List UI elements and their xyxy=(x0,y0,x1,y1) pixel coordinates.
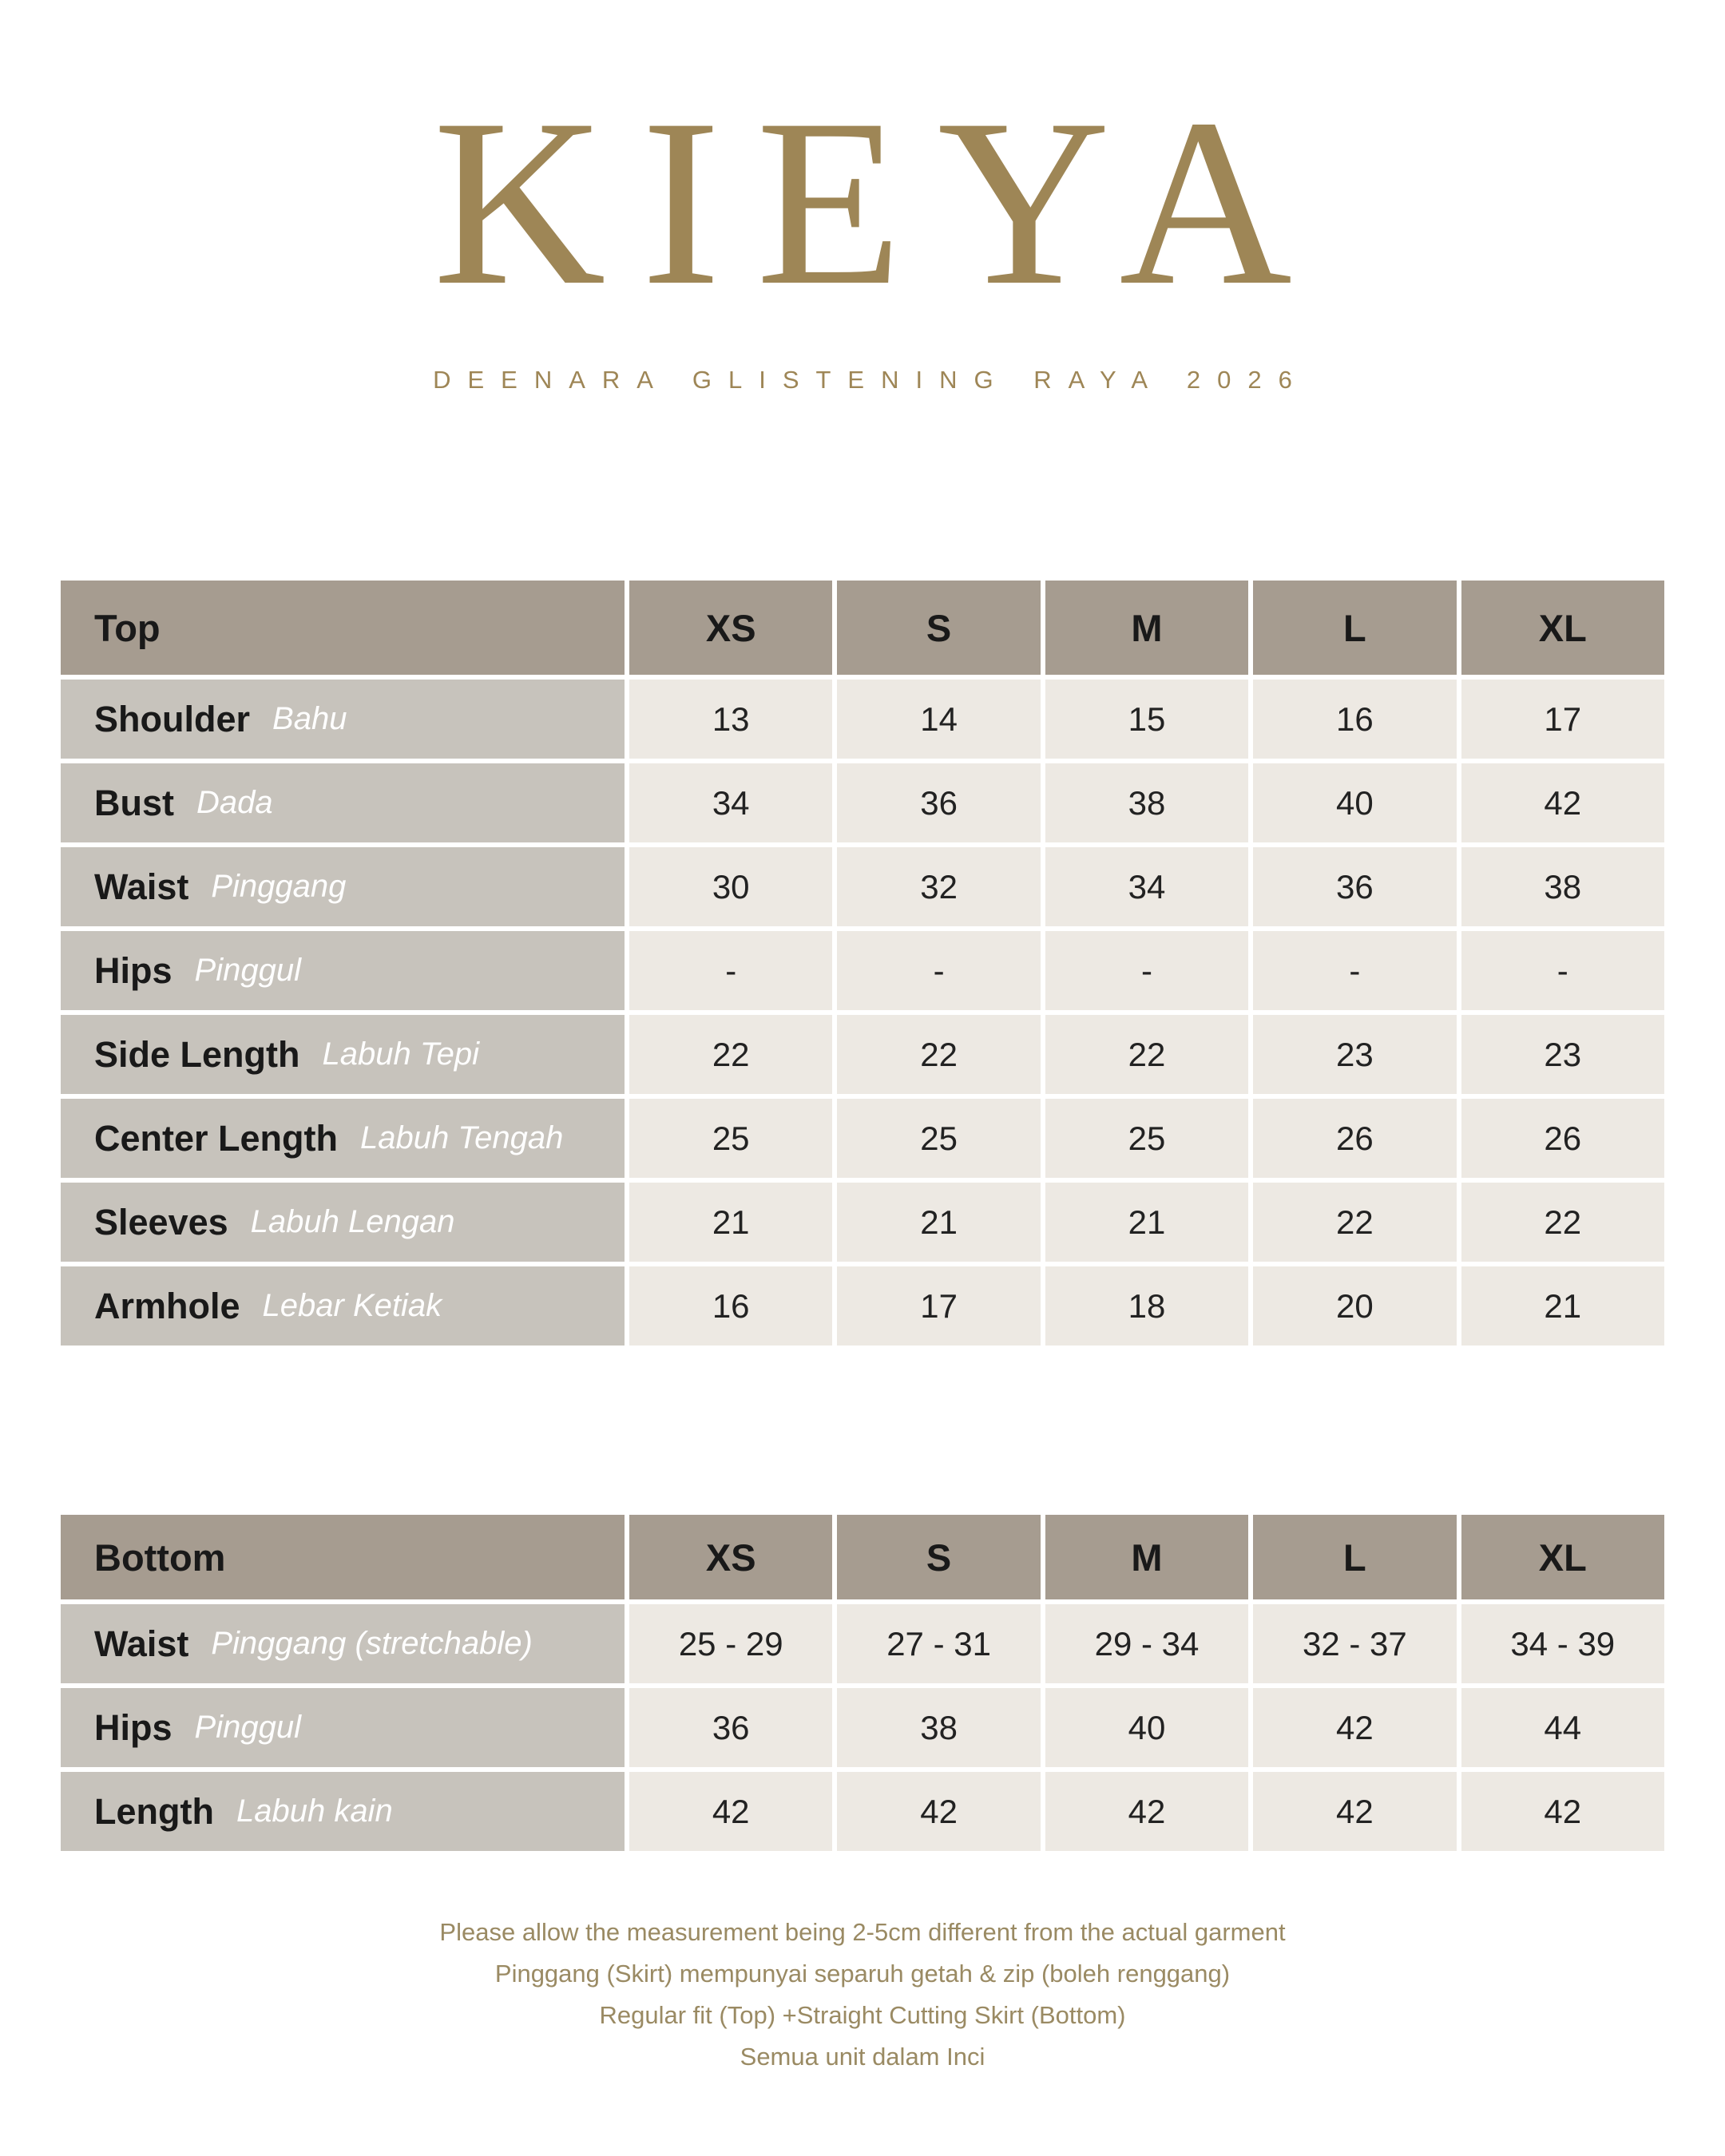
measurement-label-malay: Labuh Tengah xyxy=(360,1120,564,1155)
measurement-label: Side Length xyxy=(94,1033,300,1075)
measurement-value: 23 xyxy=(1253,1015,1456,1094)
measurement-label-cell xyxy=(61,847,625,926)
measurement-value: 32 - 37 xyxy=(1253,1604,1456,1683)
measurement-value: 23 xyxy=(1461,1015,1664,1094)
measurement-value: 15 xyxy=(1045,680,1248,759)
measurement-value: 16 xyxy=(1253,680,1456,759)
measurement-label-malay: Labuh kain xyxy=(236,1793,393,1829)
size-column-header-m: M xyxy=(1045,1515,1248,1599)
measurement-label: Hips xyxy=(94,1706,172,1748)
measurement-value: 42 xyxy=(1045,1772,1248,1851)
measurement-value: 32 xyxy=(837,847,1040,926)
measurement-label-cell xyxy=(61,931,625,1010)
bottom-size-table xyxy=(61,1515,1664,1851)
measurement-value: 21 xyxy=(837,1183,1040,1262)
size-column-header-s: S xyxy=(837,1515,1040,1599)
measurement-value: 25 xyxy=(629,1099,832,1178)
measurement-label-malay: Labuh Tepi xyxy=(322,1036,479,1072)
measurement-value: 42 xyxy=(1253,1688,1456,1767)
size-column-header-xl: XL xyxy=(1461,1515,1664,1599)
measurement-label-cell xyxy=(61,1688,625,1767)
measurement-label: Armhole xyxy=(94,1285,240,1326)
size-column-header-xl: XL xyxy=(1461,581,1664,675)
size-column-header-l: L xyxy=(1253,1515,1456,1599)
measurement-value: 13 xyxy=(629,680,832,759)
measurement-value: 22 xyxy=(837,1015,1040,1094)
measurement-label-cell xyxy=(61,1099,625,1178)
measurement-value: 42 xyxy=(629,1772,832,1851)
table-title-bottom: Bottom xyxy=(61,1515,625,1599)
measurement-label: Sleeves xyxy=(94,1201,228,1242)
measurement-value: - xyxy=(1461,931,1664,1010)
measurement-value: - xyxy=(1253,931,1456,1010)
measurement-label-cell xyxy=(61,1183,625,1262)
measurement-value: 25 - 29 xyxy=(629,1604,832,1683)
measurement-value: 22 xyxy=(629,1015,832,1094)
size-column-header-xs: XS xyxy=(629,581,832,675)
measurement-value: 34 xyxy=(1045,847,1248,926)
measurement-label-cell xyxy=(61,680,625,759)
measurement-value: 36 xyxy=(629,1688,832,1767)
collection-subtitle: DEENARA GLISTENING RAYA 2026 xyxy=(433,366,1309,394)
measurement-label: Bust xyxy=(94,782,174,823)
measurement-label-malay: Pinggang (stretchable) xyxy=(211,1626,533,1661)
measurement-label: Length xyxy=(94,1790,214,1832)
note-units: Semua unit dalam Inci xyxy=(740,2043,985,2071)
top-size-table xyxy=(61,581,1664,1346)
measurement-label-cell xyxy=(61,1015,625,1094)
measurement-value: 14 xyxy=(837,680,1040,759)
measurement-value: 36 xyxy=(1253,847,1456,926)
measurement-value: 25 xyxy=(1045,1099,1248,1178)
measurement-value: 22 xyxy=(1253,1183,1456,1262)
measurement-value: 40 xyxy=(1045,1688,1248,1767)
measurement-label-cell xyxy=(61,763,625,842)
table-title-top: Top xyxy=(61,581,625,675)
measurement-value: 27 - 31 xyxy=(837,1604,1040,1683)
measurement-label-malay: Pinggul xyxy=(194,953,301,988)
measurement-label-cell xyxy=(61,1604,625,1683)
measurement-label-malay: Labuh Lengan xyxy=(250,1204,455,1239)
note-skirt-waistband: Pinggang (Skirt) mempunyai separuh getah & zip (boleh renggang) xyxy=(494,1960,1231,1988)
measurement-notes xyxy=(0,1912,1725,2078)
measurement-label-cell xyxy=(61,1266,625,1346)
measurement-value: 26 xyxy=(1253,1099,1456,1178)
brand-header xyxy=(0,0,1725,394)
measurement-label-cell xyxy=(61,1772,625,1851)
size-column-header-m: M xyxy=(1045,581,1248,675)
measurement-value: 42 xyxy=(837,1772,1040,1851)
measurement-label: Center Length xyxy=(94,1117,339,1159)
measurement-value: 16 xyxy=(629,1266,832,1346)
measurement-value: - xyxy=(837,931,1040,1010)
measurement-value: 17 xyxy=(1461,680,1664,759)
measurement-label: Waist xyxy=(94,1623,189,1664)
note-fit-type: Regular fit (Top) +Straight Cutting Skirt (Bottom) xyxy=(599,2001,1126,2029)
measurement-value: 44 xyxy=(1461,1688,1664,1767)
measurement-value: 38 xyxy=(1461,847,1664,926)
measurement-value: 18 xyxy=(1045,1266,1248,1346)
measurement-label: Hips xyxy=(94,949,172,991)
measurement-label-malay: Pinggul xyxy=(194,1710,301,1745)
measurement-value: 38 xyxy=(837,1688,1040,1767)
measurement-value: 40 xyxy=(1253,763,1456,842)
measurement-value: 42 xyxy=(1253,1772,1456,1851)
measurement-value: 26 xyxy=(1461,1099,1664,1178)
measurement-value: 38 xyxy=(1045,763,1248,842)
note-measurement-tolerance: Please allow the measurement being 2-5cm different from the actual garment xyxy=(439,1918,1286,1946)
measurement-label: Shoulder xyxy=(94,698,251,739)
measurement-label-malay: Bahu xyxy=(272,701,347,736)
measurement-value: 21 xyxy=(1461,1266,1664,1346)
measurement-value: 21 xyxy=(1045,1183,1248,1262)
measurement-label-malay: Dada xyxy=(196,785,273,820)
measurement-value: 25 xyxy=(837,1099,1040,1178)
size-column-header-l: L xyxy=(1253,581,1456,675)
measurement-value: 29 - 34 xyxy=(1045,1604,1248,1683)
measurement-label: Waist xyxy=(94,866,189,907)
measurement-value: 17 xyxy=(837,1266,1040,1346)
measurement-value: 22 xyxy=(1461,1183,1664,1262)
measurement-value: 20 xyxy=(1253,1266,1456,1346)
size-column-header-xs: XS xyxy=(629,1515,832,1599)
size-column-header-s: S xyxy=(837,581,1040,675)
measurement-value: - xyxy=(1045,931,1248,1010)
measurement-value: 42 xyxy=(1461,1772,1664,1851)
measurement-value: 36 xyxy=(837,763,1040,842)
measurement-value: 21 xyxy=(629,1183,832,1262)
measurement-value: 22 xyxy=(1045,1015,1248,1094)
measurement-value: - xyxy=(629,931,832,1010)
measurement-value: 34 - 39 xyxy=(1461,1604,1664,1683)
brand-logo-text: KIEYA xyxy=(433,69,1327,335)
measurement-label-malay: Pinggang xyxy=(211,869,347,904)
measurement-value: 34 xyxy=(629,763,832,842)
measurement-value: 30 xyxy=(629,847,832,926)
measurement-value: 42 xyxy=(1461,763,1664,842)
measurement-label-malay: Lebar Ketiak xyxy=(262,1288,442,1323)
